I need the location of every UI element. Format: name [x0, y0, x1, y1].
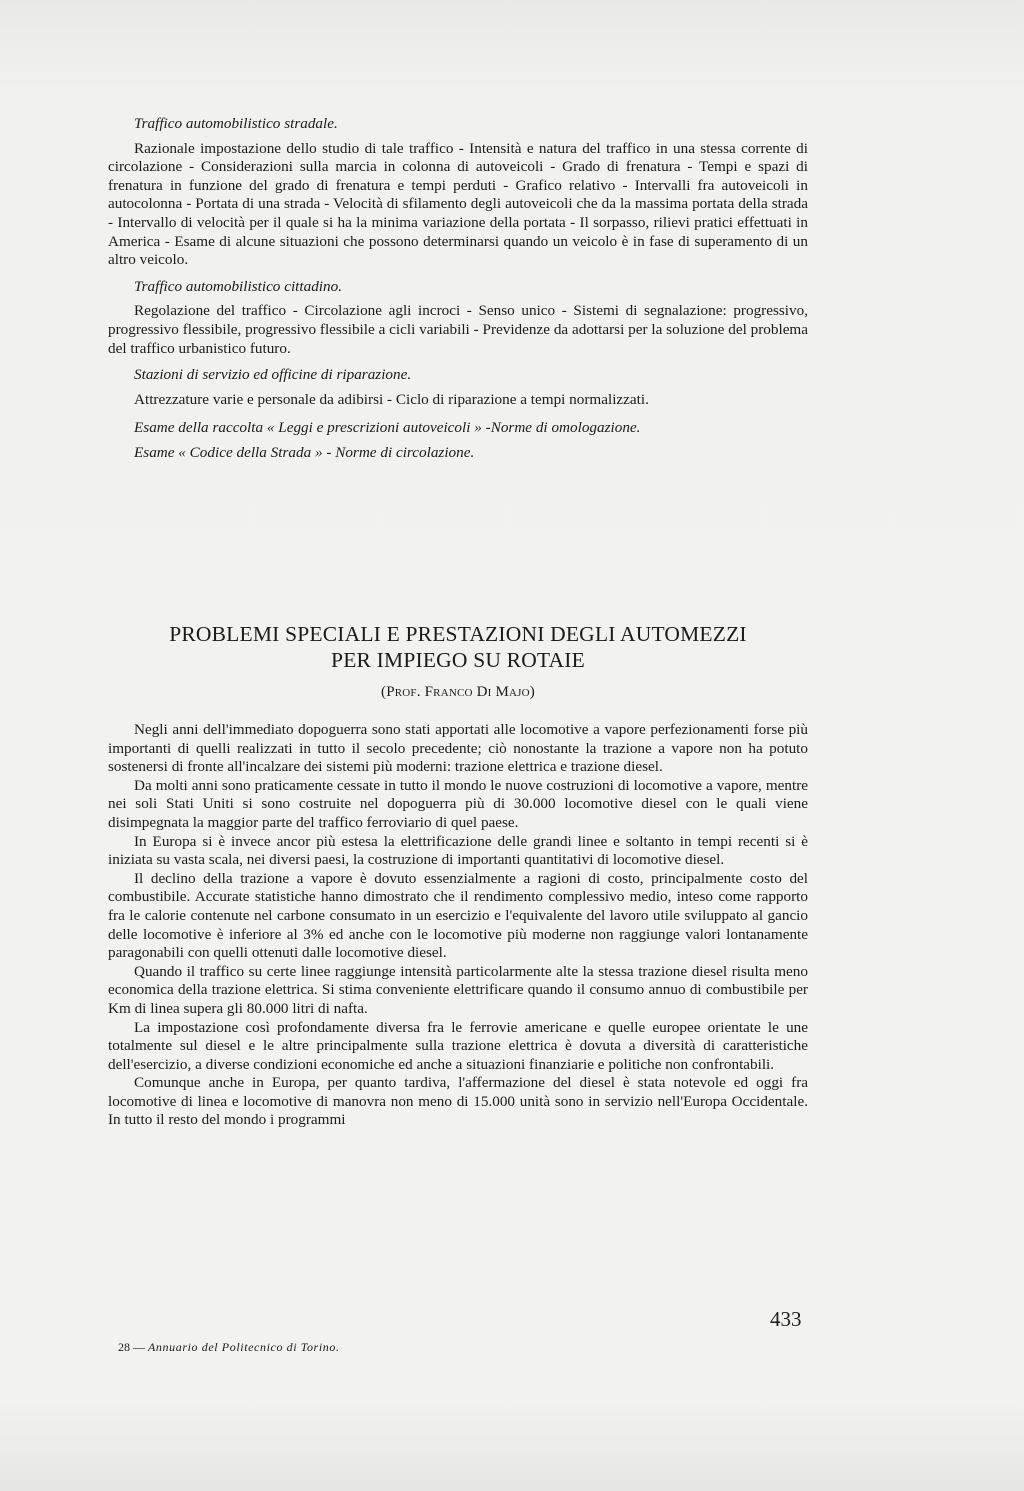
article-body [108, 721, 808, 1130]
footer-signature-line [118, 1340, 340, 1355]
section-body-road-traffic: Razionale impostazione dello studio di tale traffico - Intensità e natura del traffico in una stessa corrente di circolazione - Considerazioni sulla marcia in colonna di autoveicoli - Grado di frenatura - Tempi e spazi di frenatura in funzione del grado di frenatura e tempi perduti - Grafico relativo - Intervalli fra autoveicoli in autocolonna - Portata di una strada - Velocità di sfilamento degli autoveicoli che da la massima portata della strada - Intervallo di velocità per il quale si ha la minima variazione della portata - Il sorpasso, rilievi pratici effettuati in America - Esame di alcune situazioni che possono determinarsi quando un veicolo è in fase di superamento di un altro veicolo. [108, 139, 808, 269]
section-body-service-stations: Attrezzature varie e personale da adibirsi - Ciclo di riparazione a tempi normalizzati. [134, 390, 649, 408]
paragraph-4: Il declino della trazione a vapore è dovuto essenzialmente a ragioni di costo, principalmente costo del combustibile. Accurate statistiche hanno dimostrato che il rendimento complessivo medio, inteso come rapporto fra le calorie contenute nel carbone consumato in un esercizio e l'equivalente del lavoro utile sviluppato al gancio delle locomotive è inferiore al 3% ed anche con le locomotive più moderne non raggiunge valori lontanamente paragonabili con quelli ottenuti dalle locomotive diesel. [108, 869, 808, 962]
section-title-road-traffic: Traffico automobilistico stradale. [134, 115, 338, 132]
paragraph-2: Da molti anni sono praticamente cessate in tutto il mondo le nuove costruzioni di locomotive a vapore, mentre nei soli Stati Uniti si sono costruite nel dopoguerra più di 30.000 locomotive diesel con le quali viene disimpegnata la maggior parte del traffico ferroviario di quel paese. [108, 776, 808, 831]
exam-line-regulations: Esame della raccolta « Leggi e prescrizioni autoveicoli » -Norme di omologazione. [134, 419, 641, 437]
heading-line-1: PROBLEMI SPECIALI E PRESTAZIONI DEGLI AUTOMEZZI [169, 622, 747, 646]
heading-line-2: PER IMPIEGO SU ROTAIE [331, 648, 585, 672]
signature-number: 28 [118, 1340, 130, 1354]
footer-dash: — [133, 1340, 145, 1354]
paragraph-1: Negli anni dell'immediato dopoguerra sono stati apportati alle locomotive a vapore perfezionamenti forse più importanti di quelli realizzati in tutto il secolo precedente; ciò nonostante la trazione a vapore non ha potuto sostenersi di fronte all'incalzare dei sistemi più moderni: trazione elettrica e trazione diesel. [108, 721, 808, 776]
syllabus-block [108, 115, 808, 463]
paragraph-5: Quando il traffico su certe linee raggiunge intensità particolarmente alte la stessa trazione diesel risulta meno economica della trazione elettrica. Si stima conveniente elettrificare quando il consumo annuo di combustibile per Km di linea supera gli 80.000 litri di nafta. [108, 962, 808, 1017]
page-number: 433 [770, 1307, 802, 1331]
paragraph-6: La impostazione così profondamente diversa fra le ferrovie americane e quelle europee orientate le une totalmente sul diesel e le altre principalmente sulla trazione elettrica è dovuta a diversità di caratteristiche dell'esercizio, a diverse condizioni economiche ed anche a situazioni finanziarie e politiche non confrontabili. [108, 1018, 808, 1073]
section-body-city-traffic: Regolazione del traffico - Circolazione agli incroci - Senso unico - Sistemi di segnalazione: progressivo, progressivo flessibile, progressivo flessibile a cicli variabili - Previdenze da adottarsi per la soluzione del problema del traffico urbanistico futuro. [108, 302, 808, 357]
section-title-city-traffic: Traffico automobilistico cittadino. [134, 277, 342, 295]
article-heading [108, 621, 808, 705]
paragraph-7: Comunque anche in Europa, per quanto tardiva, l'affermazione del diesel è stata notevole ed oggi fra locomotive di linea e locomotive di manovra non meno di 15.000 unità sono in servizio nell'Europa Occidentale. In tutto il resto del mondo i programmi [108, 1074, 808, 1129]
annual-title: Annuario del Politecnico di Torino. [148, 1340, 340, 1354]
author-byline: (Prof. Franco Di Majo) [381, 684, 535, 700]
paragraph-3: In Europa si è invece ancor più estesa la elettrificazione delle grandi linee e soltanto in tempi recenti si è iniziata su vasta scala, nei diversi paesi, la costruzione di importanti quantitativi di locomotive diesel. [108, 832, 808, 869]
exam-line-highway-code: Esame « Codice della Strada » - Norme di circolazione. [134, 443, 475, 461]
section-title-service-stations: Stazioni di servizio ed officine di riparazione. [134, 366, 412, 384]
